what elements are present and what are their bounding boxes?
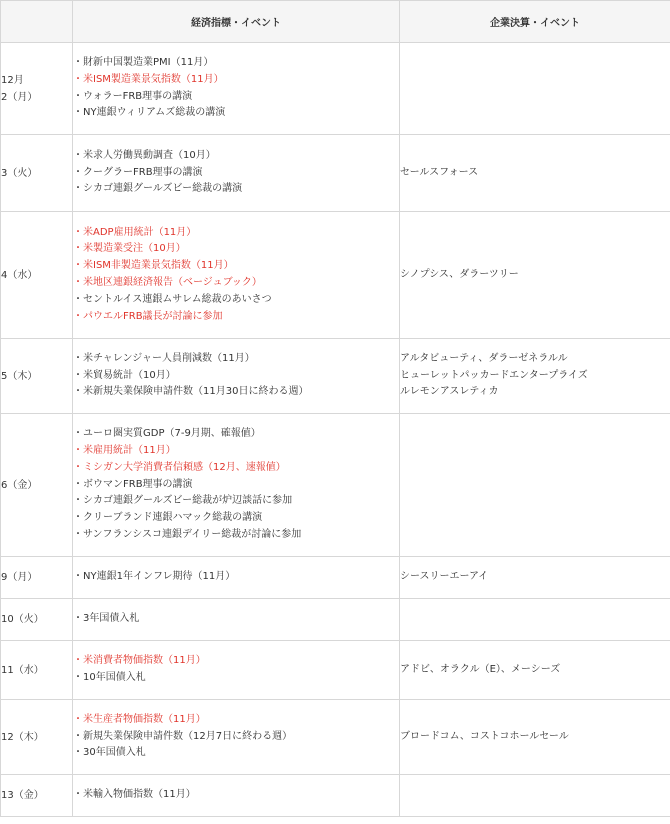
date-cell xyxy=(1,135,73,212)
economic-event-item: ・10年国債入札 xyxy=(73,672,146,683)
corporate-events-cell xyxy=(400,557,670,599)
date-cell xyxy=(1,414,73,557)
date-label: 5（木） xyxy=(1,370,38,382)
date-cell xyxy=(1,557,73,599)
economic-event-item: ・新規失業保険申請件数（12月7日に終わる週） xyxy=(73,730,293,742)
table-row xyxy=(1,700,670,775)
economic-events-cell xyxy=(73,414,400,557)
date-cell xyxy=(1,339,73,414)
date-label: 11（水） xyxy=(1,664,44,676)
corporate-event-item: ブロードコム、コストコホールセール xyxy=(400,730,569,742)
table-row xyxy=(1,641,670,700)
corporate-events-cell xyxy=(400,641,670,700)
economic-event-item: ・クーグラーFRB理事の講演 xyxy=(73,166,203,178)
corporate-event-item: セールスフォース xyxy=(400,166,479,178)
date-label: 9（月） xyxy=(1,572,38,583)
economic-event-item: ・3年国債入札 xyxy=(73,613,140,625)
date-label: 12（木） xyxy=(1,731,44,743)
economic-event-item: ・ボウマンFRB理事の講演 xyxy=(73,478,193,490)
economic-event-item: ・ウォラーFRB理事の講演 xyxy=(73,90,193,102)
economic-event-item-highlighted: ・米生産者物価指数（11月） xyxy=(73,713,206,725)
economic-event-item: ・クリーブランド連銀ハマック総裁の講演 xyxy=(73,512,263,524)
corporate-events-cell xyxy=(400,43,670,135)
economic-events-cell xyxy=(73,212,400,339)
economic-event-item: ・米新規失業保険申請件数（11月30日に終わる週） xyxy=(73,386,309,398)
date-label: 12月 xyxy=(1,74,24,86)
corporate-event-item: ルレモンアスレティカ xyxy=(400,386,499,398)
economic-events-cell xyxy=(73,557,400,599)
economic-event-item: ・シカゴ連銀グールズビー総裁が炉辺談話に参加 xyxy=(73,495,293,507)
economic-event-item-highlighted: ・米雇用統計（11月） xyxy=(73,445,176,456)
corporate-event-item: ヒューレットパッカードエンタープライズ xyxy=(400,369,588,381)
date-label: 3（火） xyxy=(1,167,38,179)
economic-event-item-highlighted: ・ミシガン大学消費者信頼感（12月、速報値） xyxy=(73,461,286,473)
economic-event-item: ・サンフランシスコ連銀デイリー総裁が討論に参加 xyxy=(73,528,302,540)
economic-events-cell xyxy=(73,43,400,135)
table-body xyxy=(1,43,670,817)
table-row xyxy=(1,43,670,135)
economic-events-cell xyxy=(73,700,400,775)
date-cell xyxy=(1,599,73,641)
date-label: 13（金） xyxy=(1,790,44,801)
date-label: 2（月） xyxy=(1,91,38,103)
economic-event-item: ・NY連銀ウィリアムズ総裁の講演 xyxy=(73,107,226,119)
table-row xyxy=(1,414,670,557)
economic-event-item-highlighted: ・米製造業受注（10月） xyxy=(73,243,186,255)
corporate-events-cell xyxy=(400,700,670,775)
economic-events-cell xyxy=(73,339,400,414)
date-cell xyxy=(1,641,73,700)
economic-events-cell xyxy=(73,641,400,700)
date-cell xyxy=(1,700,73,775)
table-header-row xyxy=(1,1,670,43)
date-cell xyxy=(1,212,73,339)
table-row xyxy=(1,339,670,414)
economic-event-item-highlighted: ・米消費者物価指数（11月） xyxy=(73,655,206,667)
table-row xyxy=(1,775,670,817)
corporate-event-item: シノプシス、ダラーツリー xyxy=(400,268,519,280)
economic-event-item-highlighted: ・パウエルFRB議長が討論に参加 xyxy=(73,310,223,322)
date-label: 10（火） xyxy=(1,614,44,625)
corporate-event-item: アルタビューティ、ダラーゼネラルル xyxy=(400,352,568,364)
economic-events-cell xyxy=(73,599,400,641)
economic-event-item: ・米チャレンジャー人員削減数（11月） xyxy=(73,352,255,364)
economic-event-item: ・NY連銀1年インフレ期待（11月） xyxy=(73,571,236,583)
corporate-events-cell xyxy=(400,414,670,557)
table-row xyxy=(1,212,670,339)
table-row xyxy=(1,557,670,599)
economic-event-item: ・セントルイス連銀ムサレム総裁のあいさつ xyxy=(73,293,272,305)
economic-event-item: ・シカゴ連銀グールズビー総裁の講演 xyxy=(73,183,243,195)
corporate-event-item: シースリーエーアイ xyxy=(400,571,489,583)
economic-event-item: ・30年国債入札 xyxy=(73,747,146,759)
corporate-events-cell xyxy=(400,599,670,641)
date-cell xyxy=(1,43,73,135)
header-economic-events: 経済指標・イベント xyxy=(73,1,400,43)
economic-event-item-highlighted: ・米ISM製造業景気指数（11月） xyxy=(73,73,224,85)
economic-events-cell xyxy=(73,135,400,212)
economic-event-item: ・米貿易統計（10月） xyxy=(73,369,176,381)
economic-event-item: ・ユーロ圏実質GDP（7-9月期、確報値） xyxy=(73,428,261,440)
economic-events-cell xyxy=(73,775,400,817)
corporate-events-cell xyxy=(400,212,670,339)
economic-event-item: ・米輸入物価指数（11月） xyxy=(73,789,196,801)
date-label: 6（金） xyxy=(1,479,38,491)
header-date xyxy=(1,1,73,43)
corporate-events-cell xyxy=(400,775,670,817)
header-corporate-events: 企業決算・イベント xyxy=(400,1,670,43)
economic-event-item-highlighted: ・米ADP雇用統計（11月） xyxy=(73,226,197,238)
date-label: 4（水） xyxy=(1,269,38,281)
table-row xyxy=(1,599,670,641)
economic-event-item-highlighted: ・米ISM非製造業景気指数（11月） xyxy=(73,260,234,272)
corporate-event-item: アドビ、オラクル（E）、メーシーズ xyxy=(400,663,561,675)
corporate-events-cell xyxy=(400,339,670,414)
corporate-events-cell xyxy=(400,135,670,212)
economic-event-item-highlighted: ・米地区連銀経済報告（ベージュブック） xyxy=(73,277,262,288)
economic-event-item: ・米求人労働異動調査（10月） xyxy=(73,149,216,161)
date-cell xyxy=(1,775,73,817)
table-row xyxy=(1,135,670,212)
economic-event-item: ・財新中国製造業PMI（11月） xyxy=(73,56,214,68)
